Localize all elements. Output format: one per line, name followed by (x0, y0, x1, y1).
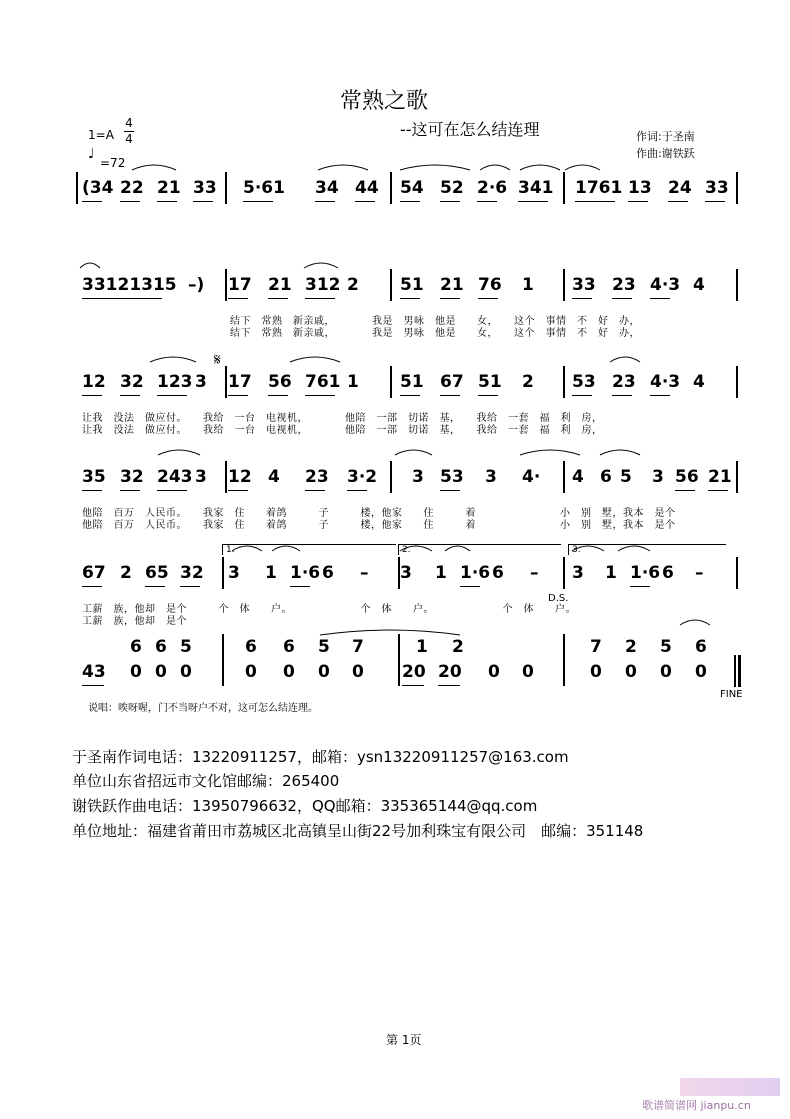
upper-note: 7 (352, 637, 364, 657)
music-note: 56 (268, 372, 292, 392)
music-note: 22 (120, 178, 144, 198)
quarter-note-icon: ♩ (88, 146, 95, 162)
music-note: 6 (322, 563, 334, 583)
contact-line-2: 单位山东省招远市文化馆邮编：265400 (72, 772, 340, 790)
upper-note: 2 (452, 637, 464, 657)
music-note: 3 (572, 563, 584, 583)
music-note: 17 (228, 372, 252, 392)
music-note: 3 (228, 563, 240, 583)
slur-arc (618, 546, 650, 551)
lower-note: 0 (488, 662, 500, 682)
music-note: 12 (228, 467, 252, 487)
lyric-line: 他陪 百万 人民币。 我家 住 着鸽 子 楼，他家 住 着 小 别 墅，我本 是个 (82, 508, 676, 519)
music-note: 3 (195, 372, 207, 392)
lower-note: 43 (82, 662, 106, 682)
music-note: 52 (440, 178, 464, 198)
lower-note: 0 (522, 662, 534, 682)
music-note: 21 (440, 275, 464, 295)
slur-arc (680, 620, 710, 625)
music-note: 4 (693, 372, 705, 392)
music-note: – (530, 563, 539, 583)
upper-note: 6 (155, 637, 167, 657)
lower-note: 0 (245, 662, 257, 682)
music-note: 3·2 (347, 467, 378, 487)
music-note: 51 (478, 372, 502, 392)
music-note: 2 (120, 563, 132, 583)
lower-note: 0 (318, 662, 330, 682)
tempo-mark: =72 (100, 156, 126, 170)
music-note: 23 (305, 467, 329, 487)
music-note: 3 (652, 467, 664, 487)
upper-note: 5 (318, 637, 330, 657)
music-note: 32 (180, 563, 204, 583)
contact-line-3: 谢铁跃作曲电话：13950796632，QQ邮箱：335365144@qq.com (72, 797, 538, 815)
watermark-url: jianpu.cn (700, 1099, 751, 1112)
lyric-line: 工薪 族，他却 是个 个 体 户。 个 体 户。 个 体 户。 (82, 604, 576, 615)
lyric-line: 结下 常熟 新亲戚， 我是 男咏 他是 女， 这个 事情 不 好 办， (230, 328, 640, 339)
slur-arc (320, 630, 460, 635)
music-note: 243 (157, 467, 193, 487)
music-note: 4 (693, 275, 705, 295)
music-note: 3 (400, 563, 412, 583)
music-note: 67 (82, 563, 106, 583)
music-note: 33121315 (82, 275, 177, 295)
slur-arc (80, 263, 100, 268)
lower-note: 20 (438, 662, 462, 682)
music-note: 2·6 (477, 178, 508, 198)
slur-arc (520, 450, 580, 455)
music-note: 1·6 (460, 563, 491, 583)
slur-arc (132, 165, 176, 170)
page-number: 第 1页 (386, 1033, 422, 1047)
slur-arc (158, 450, 200, 455)
music-note: 76 (478, 275, 502, 295)
music-note: 51 (400, 275, 424, 295)
upper-note: 2 (625, 637, 637, 657)
music-note: 23 (612, 275, 636, 295)
music-note: 1·6 (630, 563, 661, 583)
time-signature-top: 4 (125, 116, 133, 130)
music-note: – (695, 563, 704, 583)
music-note: 4·3 (650, 372, 681, 392)
music-note: 34 (315, 178, 339, 198)
slur-arc (400, 546, 432, 551)
music-note: 761 (305, 372, 341, 392)
music-note: 341 (518, 178, 554, 198)
music-note: 32 (120, 372, 144, 392)
upper-note: 6 (695, 637, 707, 657)
music-note: 1761 (575, 178, 623, 198)
song-subtitle: --这可在怎么结连理 (400, 120, 540, 139)
music-note: 13 (628, 178, 652, 198)
music-note: 123 (157, 372, 193, 392)
music-note: 54 (400, 178, 424, 198)
music-note: 17 (228, 275, 252, 295)
music-note: 51 (400, 372, 424, 392)
music-note: 5·61 (243, 178, 285, 198)
lower-note: 0 (352, 662, 364, 682)
dal-segno-mark: D.S. (548, 593, 569, 604)
time-signature-bottom: 4 (125, 132, 133, 146)
slur-arc (520, 165, 560, 170)
slur-arc (600, 450, 640, 455)
lyric-line: 他陪 百万 人民币。 我家 住 着鸽 子 楼，他家 住 着 小 别 墅，我本 是个 (82, 520, 676, 531)
music-note: 1 (435, 563, 447, 583)
music-note: 3 (195, 467, 207, 487)
lower-note: 0 (130, 662, 142, 682)
music-note: 35 (82, 467, 106, 487)
music-note: 2 (522, 372, 534, 392)
slur-arc (150, 357, 196, 362)
contact-line-4: 单位地址：福建省莆田市荔城区北高镇呈山街22号加利珠宝有限公司 邮编：351148 (72, 822, 644, 840)
music-note: 12 (82, 372, 106, 392)
segno-icon: 𝄋 (214, 350, 221, 369)
upper-note: 6 (130, 637, 142, 657)
music-note: 4 (572, 467, 584, 487)
music-note: (34 (82, 178, 114, 198)
composer-credit: 作曲:谢铁跃 (636, 147, 695, 160)
music-note: 53 (572, 372, 596, 392)
music-note: 33 (193, 178, 217, 198)
volta-number: 1. (226, 545, 235, 555)
music-note: – (360, 563, 369, 583)
lower-note: 0 (155, 662, 167, 682)
slur-arc (445, 546, 470, 551)
volta-number: 2. (402, 545, 411, 555)
music-note: 6 (600, 467, 612, 487)
upper-note: 5 (660, 637, 672, 657)
lyric-line: 让我 没法 做应付。 我给 一台 电视机， 他陪 一部 切诺 基， 我给 一套 福 利 房， (82, 425, 603, 436)
music-note: 4·3 (650, 275, 681, 295)
contact-line-1: 于圣南作词电话：13220911257，邮箱：ysn13220911257@163.com (72, 748, 569, 766)
music-note: 1 (265, 563, 277, 583)
upper-note: 6 (245, 637, 257, 657)
lower-note: 20 (402, 662, 426, 682)
music-note: 4 (268, 467, 280, 487)
music-note: 65 (145, 563, 169, 583)
music-note: 3 (412, 467, 424, 487)
slur-arc (610, 357, 640, 362)
music-note: 2 (347, 275, 359, 295)
key-signature: 1=A (88, 128, 114, 142)
music-note: 5 (620, 467, 632, 487)
music-note: –) (188, 275, 205, 295)
slur-arc (395, 450, 432, 455)
spoken-note: 说唱：唉呀喔，门不当呀户不对，这可怎么结连理。 (88, 703, 318, 714)
music-note: 67 (440, 372, 464, 392)
music-note: 1 (347, 372, 359, 392)
slur-arc (565, 165, 600, 170)
fine-mark: FINE (720, 689, 743, 700)
music-note: 6 (662, 563, 674, 583)
music-note: 33 (705, 178, 729, 198)
music-note: 1 (605, 563, 617, 583)
lower-note: 0 (695, 662, 707, 682)
music-note: 44 (355, 178, 379, 198)
volta-number: 3. (572, 545, 581, 555)
slur-arc (232, 546, 262, 551)
slur-arc (318, 165, 368, 170)
music-note: 23 (612, 372, 636, 392)
lower-note: 0 (590, 662, 602, 682)
music-note: 56 (675, 467, 699, 487)
upper-note: 1 (416, 637, 428, 657)
music-note: 21 (157, 178, 181, 198)
upper-note: 7 (590, 637, 602, 657)
music-note: 3 (485, 467, 497, 487)
music-note: 21 (708, 467, 732, 487)
lyric-line: 结下 常熟 新亲戚， 我是 男咏 他是 女， 这个 事情 不 好 办， (230, 316, 640, 327)
upper-note: 6 (283, 637, 295, 657)
slur-arc (272, 546, 300, 551)
lower-note: 0 (283, 662, 295, 682)
lyric-line: 让我 没法 做应付。 我给 一台 电视机， 他陪 一部 切诺 基， 我给 一套 福 利 房， (82, 413, 603, 424)
lyric-line: 工薪 族，他却 是个 (82, 616, 187, 627)
music-note: 32 (120, 467, 144, 487)
lower-note: 0 (625, 662, 637, 682)
music-note: 6 (492, 563, 504, 583)
slur-arc (572, 546, 604, 551)
slur-arc (400, 165, 470, 170)
music-note: 1 (522, 275, 534, 295)
slur-arc (480, 165, 510, 170)
lower-note: 0 (180, 662, 192, 682)
slur-arc (304, 263, 338, 268)
lyricist-credit: 作词:于圣南 (636, 130, 695, 143)
music-note: 312 (305, 275, 341, 295)
watermark-text: 歌谱简谱网 (642, 1099, 697, 1112)
upper-note: 5 (180, 637, 192, 657)
music-note: 4· (522, 467, 541, 487)
music-note: 21 (268, 275, 292, 295)
slur-arc (290, 357, 340, 362)
music-note: 1·6 (290, 563, 321, 583)
song-title: 常熟之歌 (340, 89, 429, 114)
music-note: 53 (440, 467, 464, 487)
music-note: 24 (668, 178, 692, 198)
lower-note: 0 (660, 662, 672, 682)
music-note: 33 (572, 275, 596, 295)
